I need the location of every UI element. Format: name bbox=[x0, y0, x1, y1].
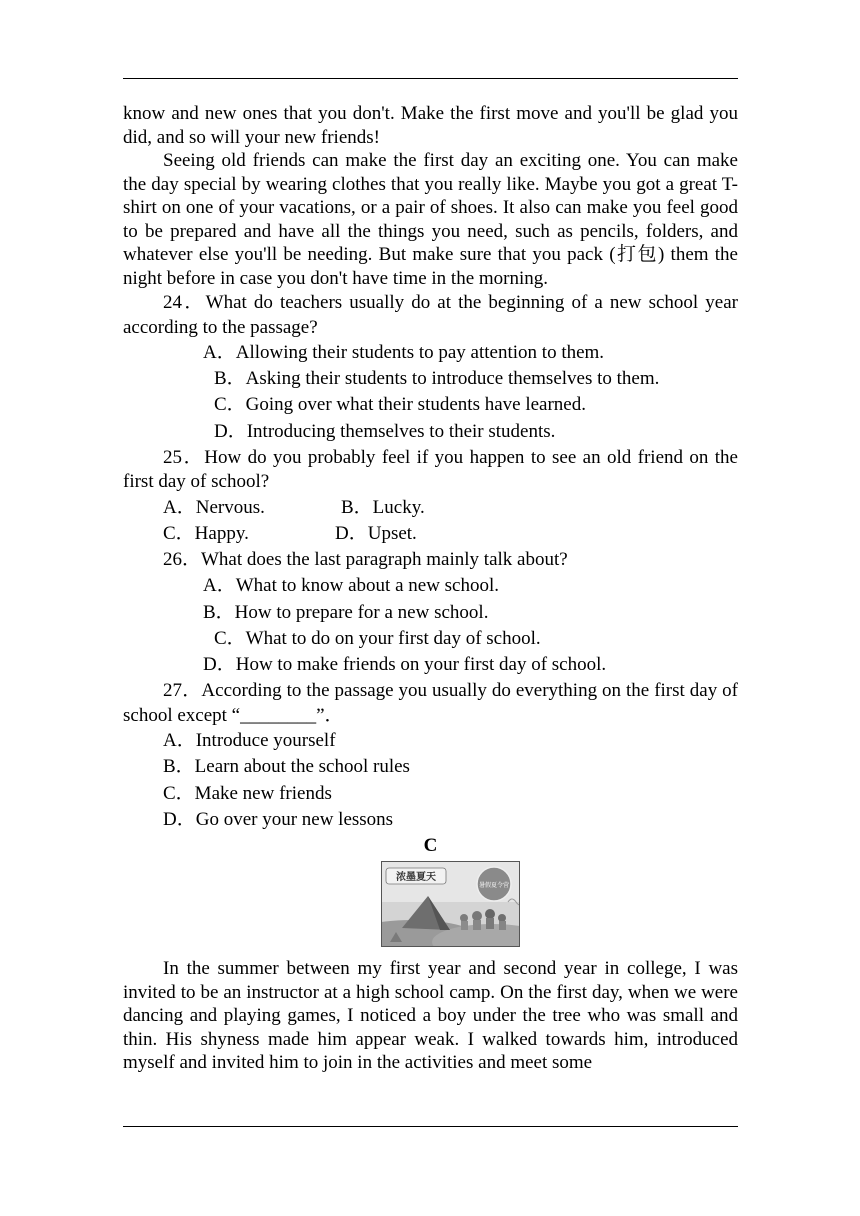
summer-camp-image-art bbox=[382, 862, 519, 946]
summer-camp-illustration bbox=[381, 861, 520, 947]
image-title-text: 浓墨夏天 bbox=[396, 872, 436, 884]
option-25-b: B．Lucky. bbox=[341, 496, 425, 518]
section-c-heading: C bbox=[423, 835, 438, 857]
option-25-c: C．Happy. bbox=[163, 523, 249, 545]
option-24-a: A．Allowing their students to pay attention to them. bbox=[203, 342, 605, 363]
option-27-d: D．Go over your new lessons bbox=[163, 808, 394, 830]
option-24-c: C．Going over what their students have learned. bbox=[214, 394, 586, 416]
passage-paragraph: Seeing old friends can make the first day an exciting one. You can make the day special by wearing clothes that you really like. Maybe you got a great T-shirt on one of your vacations, or a pair of shoes. It also can make you feel good to be prepared and have all the things you need, such as pencils, folders, and whatever else you'll be needing. But make sure that you pack (打包) them the night before in case you don't have time in the morning. bbox=[123, 150, 738, 289]
option-27-a: A．Introduce yourself bbox=[163, 730, 336, 752]
option-24-b: B．Asking their students to introduce themselves to them. bbox=[214, 368, 660, 390]
option-26-d: D．How to make friends on your first day of school. bbox=[203, 654, 607, 676]
footer-rule bbox=[123, 1126, 738, 1127]
question-25-stem: 25．How do you probably feel if you happen to see an old friend on the first day of school? bbox=[123, 446, 738, 493]
options-25-row-1 bbox=[123, 495, 738, 521]
section-c-paragraph: In the summer between my first year and second year in college, I was invited to be an instructor at a high school camp. On the first day, when we were dancing and playing games, I noticed a boy under the tree who was small and thin. His shyness made him appear weak. I walked towards him, introduced myself and invited him to join in the activities and meet some bbox=[123, 958, 738, 1074]
question-26-stem: 26．What does the last paragraph mainly talk about? bbox=[163, 549, 568, 571]
header-rule bbox=[123, 78, 738, 79]
option-27-b: B．Learn about the school rules bbox=[163, 756, 410, 778]
options-25-row-2 bbox=[123, 521, 738, 547]
image-badge-text: 暑假夏令营 bbox=[478, 882, 510, 890]
passage-paragraph: know and new ones that you don't. Make the first move and you'll be glad you did, and so will your new friends! bbox=[123, 103, 738, 148]
option-26-c: C．What to do on your first day of school. bbox=[214, 627, 541, 649]
option-27-c: C．Make new friends bbox=[163, 782, 332, 804]
page-content bbox=[123, 102, 738, 1075]
illustration-wrapper bbox=[123, 861, 738, 951]
question-27-stem: 27．According to the passage you usually do everything on the first day of school except “________”． bbox=[123, 680, 738, 726]
option-26-b: B．How to prepare for a new school. bbox=[203, 601, 489, 623]
option-24-d: D．Introducing themselves to their students. bbox=[214, 420, 556, 442]
option-25-a: A．Nervous. bbox=[163, 496, 265, 518]
option-26-a: A．What to know about a new school. bbox=[203, 575, 500, 597]
option-25-d: D．Upset. bbox=[335, 523, 417, 545]
question-24-stem: 24．What do teachers usually do at the beginning of a new school year according to the passage? bbox=[123, 292, 738, 338]
